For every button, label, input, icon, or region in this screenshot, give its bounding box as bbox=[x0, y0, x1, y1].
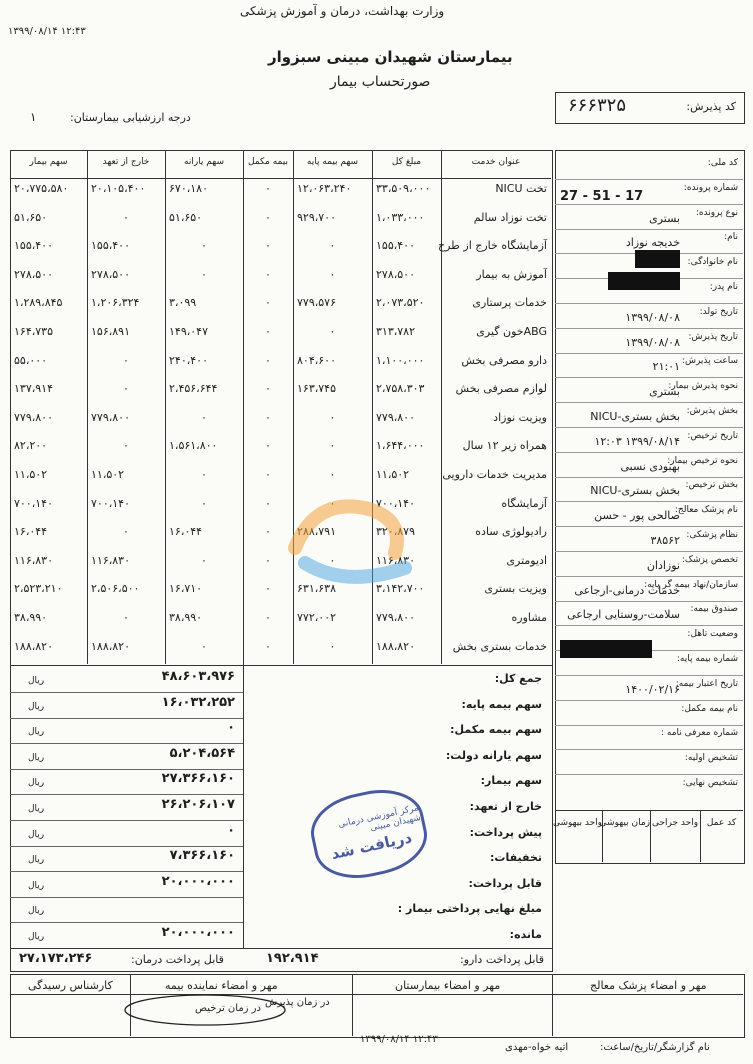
table-cell: ۰ bbox=[123, 439, 129, 453]
table-cell: ۰ bbox=[265, 296, 271, 310]
info-label: شماره پرونده: bbox=[683, 182, 738, 193]
service-title: ویزیت نوزاد bbox=[493, 410, 547, 424]
info-value: بهبودی نسبی bbox=[620, 459, 680, 473]
table-cell: ۰ bbox=[123, 353, 129, 367]
currency-label: ریال bbox=[28, 727, 45, 738]
info-value: بستری bbox=[649, 385, 680, 399]
info-label: سازمان/نهاد بیمه گر پایه: bbox=[644, 579, 738, 590]
table-cell: ۱،۵۶۱،۸۰۰ bbox=[169, 439, 218, 453]
info-label: شماره معرفی نامه : bbox=[661, 728, 738, 739]
unit-label: کد عمل bbox=[706, 818, 737, 828]
table-cell: ۱۱۶،۸۳۰ bbox=[91, 553, 130, 567]
table-cell: ۰ bbox=[201, 496, 207, 510]
table-cell: ۰ bbox=[201, 239, 207, 253]
table-cell: ۰ bbox=[201, 553, 207, 567]
table-cell: ۰ bbox=[329, 410, 336, 424]
table-cell: ۸۰۴،۶۰۰ bbox=[297, 353, 336, 367]
table-cell: ۷۷۹،۸۰۰ bbox=[376, 611, 415, 624]
summary-value: ۲۰،۰۰۰،۰۰۰ bbox=[161, 873, 235, 889]
info-value: صالحی پور - حسن bbox=[594, 509, 680, 523]
summary-label: سهم بیمه مکمل: bbox=[450, 723, 542, 737]
summary-value: ۵،۲۰۴،۵۶۴ bbox=[169, 745, 235, 761]
summary-label: سهم بیمار: bbox=[480, 774, 542, 788]
info-label: نام خانوادگی: bbox=[687, 257, 738, 268]
service-title: خدمات پرستاری bbox=[472, 296, 547, 310]
info-value: نوزادان bbox=[646, 558, 680, 572]
info-value: ۱۳۹۹/۰۸/۰۸ bbox=[625, 335, 680, 349]
table-cell: ۱۵۵،۴۰۰ bbox=[14, 239, 53, 253]
service-title: ادیومتری bbox=[506, 553, 547, 567]
info-label: نام پدر: bbox=[709, 282, 738, 292]
payable-totals bbox=[10, 948, 553, 972]
watermark-logo bbox=[275, 478, 435, 598]
summary-divider bbox=[10, 922, 243, 923]
table-cell: ۱۸۸،۸۲۰ bbox=[14, 639, 53, 653]
column-header: بیمه مکمل bbox=[248, 157, 288, 167]
info-value: بخش بستری-NICU bbox=[590, 410, 680, 423]
unit-label: واحد جراحی bbox=[651, 818, 699, 828]
table-cell: ۰ bbox=[123, 611, 129, 624]
table-cell: ۱،۰۳۳،۰۰۰ bbox=[376, 210, 425, 224]
treatment-payable-value: ۲۷،۱۷۳،۲۴۶ bbox=[19, 951, 93, 966]
table-cell: ۱۶،۷۱۰ bbox=[169, 582, 203, 596]
table-cell: ۰ bbox=[123, 525, 129, 539]
info-label: نام بیمه مکمل: bbox=[681, 703, 738, 714]
info-divider bbox=[555, 749, 743, 750]
admission-code-box bbox=[555, 92, 745, 124]
table-cell: ۷۰۰،۱۴۰ bbox=[14, 496, 53, 510]
table-cell: ۲۸۸،۷۹۱ bbox=[297, 525, 336, 539]
table-cell: ۲،۵۰۶،۵۰۰ bbox=[91, 582, 140, 596]
info-label: نظام پزشکی: bbox=[686, 530, 738, 540]
info-divider bbox=[555, 501, 743, 502]
summary-divider bbox=[10, 897, 243, 898]
service-title: مدیریت خدمات دارویی bbox=[442, 468, 547, 481]
summary-value: ۲۷،۳۶۶،۱۶۰ bbox=[161, 771, 235, 787]
table-cell: ۱،۲۰۶،۳۲۴ bbox=[91, 296, 140, 310]
summary-divider bbox=[10, 820, 243, 821]
summary-value: ۷،۳۶۶،۱۶۰ bbox=[169, 848, 235, 864]
table-cell: ۰ bbox=[265, 410, 271, 424]
at-admission-label: در زمان پذیرش bbox=[265, 997, 330, 1008]
currency-label: ریال bbox=[28, 778, 45, 789]
column-header: سهم یارانه bbox=[184, 157, 224, 167]
info-divider bbox=[555, 625, 743, 626]
table-cell: ۱۱۶،۸۳۰ bbox=[14, 553, 53, 567]
column-header: مبلغ کل bbox=[391, 157, 422, 167]
ministry-title: وزارت بهداشت، درمان و آموزش پزشکی bbox=[240, 4, 445, 18]
service-title: تخت NICU bbox=[495, 182, 547, 195]
table-cell: ۲۰،۱۰۵،۴۰۰ bbox=[91, 182, 146, 195]
table-cell: ۰ bbox=[265, 468, 271, 481]
admission-label: کد پذیرش: bbox=[686, 100, 736, 113]
currency-label: ریال bbox=[28, 906, 45, 917]
table-cell: ۱۴۹،۰۴۷ bbox=[169, 325, 208, 338]
service-title: خدمات بستری بخش bbox=[452, 639, 547, 653]
info-divider bbox=[555, 427, 743, 428]
info-value: ۱۴۰۰/۰۲/۱۶ bbox=[625, 682, 680, 696]
table-cell: ۳۳،۵۰۹،۰۰۰ bbox=[376, 182, 431, 195]
table-cell: ۳،۱۴۲،۷۰۰ bbox=[376, 582, 425, 596]
table-cell: ۲۴۰،۴۰۰ bbox=[169, 353, 208, 367]
info-label: نام: bbox=[724, 232, 738, 243]
table-cell: ۰ bbox=[201, 639, 207, 653]
info-label: صندوق بیمه: bbox=[690, 604, 738, 615]
summary-label: سهم یارانه دولت: bbox=[445, 748, 542, 762]
info-divider bbox=[555, 353, 743, 354]
info-label: تشخیص اولیه: bbox=[684, 753, 738, 764]
summary-label: قابل پرداخت: bbox=[468, 876, 542, 890]
column-header: عنوان خدمت bbox=[471, 157, 521, 167]
service-title: همراه زیر ۱۲ سال bbox=[462, 439, 547, 453]
summary-divider bbox=[10, 794, 243, 795]
info-value: بستری bbox=[649, 211, 680, 225]
admission-number: ۶۶۶۳۲۵ bbox=[568, 95, 627, 116]
info-label: نحوه پذیرش بیمار: bbox=[668, 381, 738, 392]
table-cell: ۶۳۱،۶۳۸ bbox=[297, 582, 336, 596]
table-cell: ۰ bbox=[329, 496, 336, 510]
info-value: خدیجه نوزاد bbox=[625, 236, 680, 250]
service-title: رادیولوژی ساده bbox=[475, 525, 547, 539]
info-divider bbox=[555, 452, 743, 453]
table-cell: ۲۷۸،۵۰۰ bbox=[14, 267, 53, 281]
summary-divider bbox=[10, 743, 243, 744]
info-divider bbox=[555, 402, 743, 403]
unit-label: واحد بیهوشی bbox=[552, 818, 602, 828]
table-cell: ۷۰۰،۱۴۰ bbox=[376, 496, 415, 510]
grade-value: ۱ bbox=[30, 110, 37, 124]
clearance-label: کارشناس رسیدگی bbox=[28, 979, 113, 992]
currency-label: ریال bbox=[28, 804, 45, 814]
grade-label: درجه ارزشیابی بیمارستان: bbox=[70, 111, 191, 124]
currency-label: ریال bbox=[28, 932, 45, 942]
summary-value: ۰ bbox=[227, 720, 235, 736]
table-cell: ۰ bbox=[265, 182, 271, 195]
info-value: ۲۱:۰۱ bbox=[652, 360, 680, 374]
table-cell: ۱۶۴،۷۳۵ bbox=[14, 325, 53, 338]
hospital-name: بیمارستان شهیدان مبینی سبزوار bbox=[268, 48, 513, 66]
summary-label: مبلغ نهایی پرداختی بیمار : bbox=[397, 902, 542, 916]
table-cell: ۱۸۸،۸۲۰ bbox=[376, 639, 415, 653]
currency-label: ریال bbox=[28, 701, 45, 712]
info-label: ساعت پذیرش: bbox=[681, 356, 738, 367]
table-cell: ۱۵۶،۸۹۱ bbox=[91, 325, 130, 338]
table-cell: ۰ bbox=[265, 325, 271, 338]
stamp-line-1: مرکز آموزشی درمانی شهیدان مبینی bbox=[337, 802, 422, 834]
receiver-name: اتیه خواه-مهدی bbox=[505, 1042, 569, 1053]
table-cell: ۰ bbox=[265, 353, 271, 367]
table-cell: ۵۵،۰۰۰ bbox=[14, 353, 48, 367]
summary-divider bbox=[10, 846, 243, 847]
currency-label: ریال bbox=[28, 829, 45, 840]
unit-label: زمان بیهوشی bbox=[599, 818, 650, 828]
table-cell: ۰ bbox=[329, 267, 336, 281]
info-divider bbox=[555, 377, 743, 378]
info-divider bbox=[555, 328, 743, 329]
table-cell: ۰ bbox=[265, 553, 271, 567]
receiver-label: نام گزارشگر/تاریخ/ساعت: bbox=[600, 1042, 710, 1053]
table-cell: ۰ bbox=[329, 239, 336, 253]
doctor-sign-label: مهر و امضاء پزشک معالج bbox=[590, 979, 707, 992]
table-cell: ۱۱،۵۰۲ bbox=[14, 468, 48, 481]
table-cell: ۳۲۰،۸۷۹ bbox=[376, 525, 415, 539]
table-cell: ۰ bbox=[265, 439, 271, 453]
summary-label: مانده: bbox=[509, 928, 542, 941]
table-cell: ۲،۰۷۳،۵۲۰ bbox=[376, 296, 425, 310]
summary-divider bbox=[10, 871, 243, 872]
currency-label: ریال bbox=[28, 855, 45, 866]
table-cell: ۲۰،۷۷۵،۵۸۰ bbox=[14, 182, 69, 195]
table-cell: ۵۱،۶۵۰ bbox=[14, 210, 48, 224]
summary-value: ۱۶،۰۳۲،۲۵۲ bbox=[161, 694, 235, 710]
hospital-sign-label: مهر و امضاء بیمارستان bbox=[395, 979, 501, 992]
service-title: آزمایشگاه bbox=[501, 496, 547, 510]
redaction-block bbox=[560, 640, 652, 658]
table-cell: ۰ bbox=[329, 553, 336, 567]
table-cell: ۰ bbox=[329, 468, 336, 481]
table-cell: ۰ bbox=[265, 267, 271, 281]
summary-divider bbox=[10, 718, 243, 719]
info-divider bbox=[555, 303, 743, 304]
drug-payable-label: قابل پرداخت دارو: bbox=[460, 953, 544, 966]
table-cell: ۰ bbox=[123, 382, 129, 396]
currency-label: ریال bbox=[28, 880, 45, 891]
info-label: نوع پرونده: bbox=[695, 207, 738, 218]
redaction-block bbox=[635, 250, 680, 268]
currency-label: ریال bbox=[28, 752, 45, 763]
column-header: سهم بیمار bbox=[29, 157, 68, 167]
table-cell: ۲،۷۵۸،۳۰۳ bbox=[376, 382, 425, 396]
service-title: مشاوره bbox=[511, 611, 547, 624]
table-cell: ۰ bbox=[329, 325, 336, 338]
info-label: وضعیت تاهل: bbox=[687, 629, 738, 640]
info-divider bbox=[555, 601, 743, 602]
table-cell: ۵۱،۶۵۰ bbox=[169, 210, 203, 224]
column-header: سهم بیمه پایه bbox=[306, 157, 359, 167]
info-value: سلامت-روستایی ارجاعی bbox=[567, 608, 680, 622]
stamp-line-2: دریافت شد bbox=[329, 827, 414, 863]
document-title: صورتحساب بیمار bbox=[330, 74, 431, 90]
table-cell: ۱۵۵،۴۰۰ bbox=[376, 239, 415, 253]
info-value: ۳۸۵۶۲ bbox=[650, 534, 680, 547]
table-cell: ۱۳۷،۹۱۴ bbox=[14, 382, 53, 396]
table-cell: ۰ bbox=[329, 639, 336, 653]
summary-divider bbox=[10, 769, 243, 770]
table-cell: ۳۸،۹۹۰ bbox=[169, 611, 203, 624]
info-divider bbox=[555, 700, 743, 701]
info-divider bbox=[555, 477, 743, 478]
service-title: آزمایشگاه خارج از طرح bbox=[437, 239, 547, 253]
summary-label: پیش پرداخت: bbox=[469, 825, 542, 839]
summary-value: ۰ bbox=[227, 822, 235, 838]
table-cell: ۱۱،۵۰۲ bbox=[376, 468, 410, 481]
table-cell: ۱۲،۰۶۳،۲۴۰ bbox=[297, 182, 352, 195]
table-cell: ۱۶۳،۷۴۵ bbox=[297, 382, 336, 396]
info-label: نحوه ترخیص بیمار: bbox=[667, 455, 738, 466]
table-cell: ۱۶،۰۴۴ bbox=[14, 525, 48, 539]
at-discharge-label: در زمان ترخیص bbox=[195, 1003, 261, 1014]
summary-divider bbox=[10, 692, 243, 693]
info-divider bbox=[555, 576, 743, 577]
table-cell: ۲،۵۲۳،۲۱۰ bbox=[14, 582, 63, 596]
summary-value: ۴۸،۶۰۳،۹۷۶ bbox=[161, 669, 235, 684]
table-cell: ۰ bbox=[265, 239, 271, 253]
info-value: 17 - 51 - 27 bbox=[560, 188, 644, 204]
info-divider bbox=[555, 179, 743, 180]
info-value: ۱۳۹۹/۰۸/۰۸ bbox=[625, 310, 680, 324]
print-datetime: ۱۳۹۹/۰۸/۱۴ ۱۲:۴۳ bbox=[8, 26, 86, 37]
summary-label: خارج از تعهد: bbox=[469, 800, 542, 813]
info-label: تاریخ ترخیص: bbox=[687, 430, 738, 441]
table-cell: ۲،۴۵۶،۶۴۴ bbox=[169, 382, 218, 396]
info-label: بخش پذیرش: bbox=[686, 406, 738, 416]
table-cell: ۰ bbox=[265, 611, 271, 624]
info-label: تاریخ پذیرش: bbox=[688, 331, 738, 342]
drug-payable-value: ۱۹۲،۹۱۴ bbox=[266, 951, 319, 966]
service-title: تخت نوزاد سالم bbox=[473, 210, 547, 224]
treatment-payable-label: قابل پرداخت درمان: bbox=[131, 953, 224, 966]
info-value: ۱۳۹۹/۰۸/۱۴ ۱۲:۰۳ bbox=[594, 434, 680, 448]
table-cell: ۷۷۹،۸۰۰ bbox=[91, 410, 130, 424]
table-cell: ۳۱۳،۷۸۲ bbox=[376, 325, 415, 338]
table-cell: ۳۸،۹۹۰ bbox=[14, 611, 48, 624]
table-cell: ۰ bbox=[201, 468, 207, 481]
table-cell: ۹۲۹،۷۰۰ bbox=[297, 210, 336, 224]
service-title: لوازم مصرفی بخش bbox=[455, 382, 547, 396]
info-divider bbox=[555, 526, 743, 527]
table-cell: ۰ bbox=[265, 496, 271, 510]
table-cell: ۱۶،۰۴۴ bbox=[169, 525, 203, 539]
info-divider bbox=[555, 229, 743, 230]
table-cell: ۱۵۵،۴۰۰ bbox=[91, 239, 130, 253]
info-label: تاریخ تولد: bbox=[699, 306, 738, 317]
table-cell: ۶۷۰،۱۸۰ bbox=[169, 182, 208, 195]
table-cell: ۰ bbox=[265, 639, 271, 653]
column-header: خارج از تعهد bbox=[102, 157, 150, 167]
table-cell: ۱۱۶،۸۳۰ bbox=[376, 553, 415, 567]
table-cell: ۱،۶۴۴،۰۰۰ bbox=[376, 439, 425, 453]
summary-label: سهم بیمه پایه: bbox=[461, 697, 542, 711]
info-label: تشخیص نهایی: bbox=[682, 778, 738, 788]
info-label: نام پزشک معالج: bbox=[674, 505, 738, 516]
signature-scribble bbox=[120, 990, 290, 1030]
info-label: تخصص پزشک: bbox=[681, 554, 738, 565]
info-value: خدمات درمانی-ارجاعی bbox=[574, 583, 680, 597]
table-cell: ۰ bbox=[201, 267, 207, 281]
table-cell: ۷۷۹،۵۷۶ bbox=[297, 296, 336, 310]
info-label: بخش ترخیص: bbox=[685, 480, 738, 491]
service-title: ویزیت بستری bbox=[484, 582, 547, 596]
info-label: شماره بیمه پایه: bbox=[676, 654, 738, 664]
info-divider bbox=[555, 204, 743, 205]
table-cell: ۱،۲۸۹،۸۴۵ bbox=[14, 296, 63, 310]
table-cell: ۲۷۸،۵۰۰ bbox=[376, 267, 415, 281]
table-cell: ۲۷۸،۵۰۰ bbox=[91, 267, 130, 281]
receiver-time: ۱۳۹۹/۰۸/۱۴ ۱۲:۴۳ bbox=[360, 1034, 438, 1045]
summary-label: تخفیفات: bbox=[490, 851, 542, 865]
insurance-sign-label: مهر و امضاء نماینده بیمه bbox=[165, 979, 278, 992]
info-divider bbox=[555, 551, 743, 552]
summary-value: ۲۰،۰۰۰،۰۰۰ bbox=[161, 925, 235, 940]
table-cell: ۰ bbox=[329, 439, 336, 453]
table-cell: ۰ bbox=[265, 382, 271, 396]
table-cell: ۷۷۹،۸۰۰ bbox=[14, 410, 53, 424]
redaction-block bbox=[608, 272, 680, 290]
info-value: بخش بستری-NICU bbox=[590, 484, 680, 498]
table-cell: ۱۸۸،۸۲۰ bbox=[91, 639, 130, 653]
service-title: آموزش به بیمار bbox=[476, 267, 547, 281]
service-title: ABGخون گیری bbox=[476, 325, 547, 338]
table-cell: ۸۲،۲۰۰ bbox=[14, 439, 48, 453]
info-divider bbox=[555, 675, 743, 676]
summary-value: ۲۶،۲۰۶،۱۰۷ bbox=[161, 797, 235, 812]
table-cell: ۰ bbox=[265, 582, 271, 596]
currency-label: ریال bbox=[28, 676, 45, 686]
table-cell: ۰ bbox=[265, 210, 271, 224]
table-cell: ۳،۰۹۹ bbox=[169, 296, 197, 310]
table-cell: ۷۷۲،۰۰۲ bbox=[297, 611, 336, 624]
info-divider bbox=[555, 725, 743, 726]
table-cell: ۷۷۹،۸۰۰ bbox=[376, 410, 415, 424]
table-cell: ۰ bbox=[123, 210, 129, 224]
info-label: تاریخ اعتبار بیمه: bbox=[675, 678, 738, 689]
table-cell: ۱۱،۵۰۲ bbox=[91, 468, 125, 481]
table-cell: ۰ bbox=[201, 410, 207, 424]
service-title: دارو مصرفی بخش bbox=[461, 353, 547, 367]
table-cell: ۰ bbox=[265, 525, 271, 539]
summary-label: جمع کل: bbox=[494, 672, 542, 685]
info-label: کد ملی: bbox=[707, 158, 738, 168]
table-cell: ۷۰۰،۱۴۰ bbox=[91, 496, 130, 510]
table-cell: ۱،۱۰۰،۰۰۰ bbox=[376, 353, 425, 367]
info-divider bbox=[555, 774, 743, 775]
